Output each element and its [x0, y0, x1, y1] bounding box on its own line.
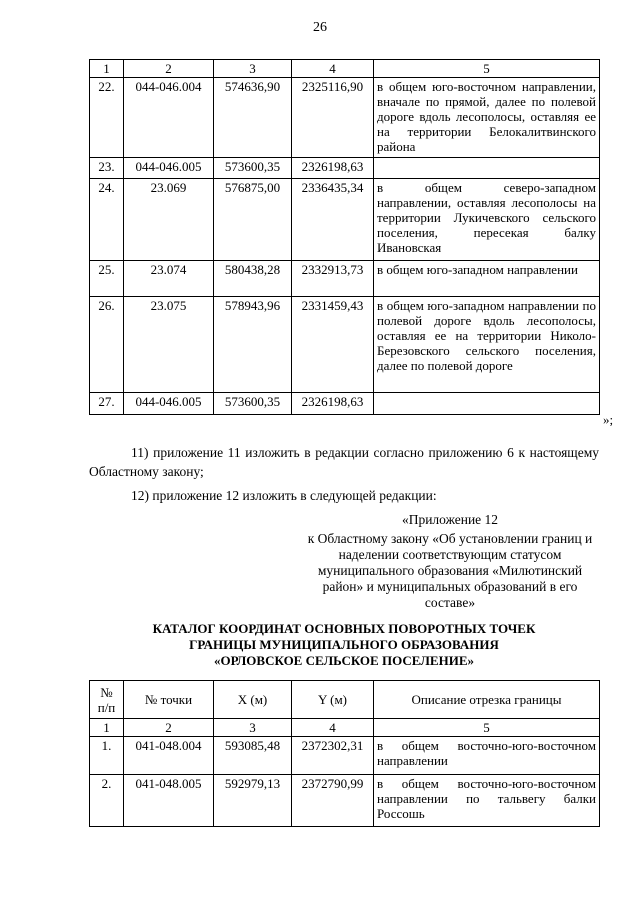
segment-description: в общем юго-западном направлении по полевой дороге вдоль лесополосы, оставляя ее на территории Николо-Березовского сельского поселения, далее по полевой дороге: [374, 297, 600, 393]
y-coordinate: 2331459,43: [292, 297, 374, 393]
row-number: 1.: [90, 737, 124, 775]
y-coordinate: 2326198,63: [292, 158, 374, 179]
table-header-row: [90, 60, 600, 78]
y-coordinate: 2325116,90: [292, 78, 374, 158]
point-id: 23.074: [124, 261, 214, 297]
segment-description: в общем юго-западном направлении: [374, 261, 600, 297]
y-coordinate: 2332913,73: [292, 261, 374, 297]
segment-description: в общем восточно-юго-восточном направлении: [374, 737, 600, 775]
point-id: 044-046.005: [124, 158, 214, 179]
paragraph-item-12: 12) приложение 12 изложить в следующей редакции:: [131, 488, 437, 503]
table-row: [90, 158, 600, 179]
y-coordinate: 2336435,34: [292, 179, 374, 261]
header-cell: 2: [124, 60, 214, 78]
coordinates-catalog-table: [89, 680, 600, 827]
column-number-row: [90, 719, 600, 737]
closing-quote: »;: [603, 412, 614, 427]
table-row: [90, 775, 600, 827]
catalog-title: [89, 621, 599, 669]
table-row: [90, 261, 600, 297]
row-number: 23.: [90, 158, 124, 179]
col-header-number-line: №: [100, 684, 113, 700]
x-coordinate: 580438,28: [214, 261, 292, 297]
x-coordinate: 578943,96: [214, 297, 292, 393]
catalog-title-line: «ОРЛОВСКОЕ СЕЛЬСКОЕ ПОСЕЛЕНИЕ»: [214, 653, 474, 668]
segment-description: в общем восточно-юго-восточном направлении по тальвегу балки Россошь: [374, 775, 600, 827]
col-header-description: Описание отрезка границы: [374, 681, 600, 719]
row-number: 2.: [90, 775, 124, 827]
column-number: 2: [124, 719, 214, 737]
header-cell: 1: [90, 60, 124, 78]
row-number: 24.: [90, 179, 124, 261]
point-id: 044-046.004: [124, 78, 214, 158]
segment-description: [374, 158, 600, 179]
table-row: [90, 78, 600, 158]
table-header-row: [90, 681, 600, 719]
segment-description: [374, 393, 600, 415]
col-header-point: № точки: [124, 681, 214, 719]
x-coordinate: 574636,90: [214, 78, 292, 158]
header-cell: 3: [214, 60, 292, 78]
x-coordinate: 573600,35: [214, 393, 292, 415]
column-number: 1: [90, 719, 124, 737]
y-coordinate: 2372302,31: [292, 737, 374, 775]
point-id: 044-046.005: [124, 393, 214, 415]
header-cell: 4: [292, 60, 374, 78]
col-header-number-line: п/п: [97, 699, 116, 715]
col-header-x: X (м): [214, 681, 292, 719]
catalog-title-line: ГРАНИЦЫ МУНИЦИПАЛЬНОГО ОБРАЗОВАНИЯ: [189, 637, 499, 652]
x-coordinate: 593085,48: [214, 737, 292, 775]
y-coordinate: 2372790,99: [292, 775, 374, 827]
table-row: [90, 297, 600, 393]
y-coordinate: 2326198,63: [292, 393, 374, 415]
appendix-reference: к Областному закону «Об установлении границ и наделении соответствующим статусом муниципального образования «Милютинский район» и муниципальных образований в его составе»: [307, 531, 593, 610]
point-id: 041-048.004: [124, 737, 214, 775]
point-id: 041-048.005: [124, 775, 214, 827]
x-coordinate: 592979,13: [214, 775, 292, 827]
table-row: [90, 393, 600, 415]
column-number: 5: [374, 719, 600, 737]
appendix-label: «Приложение 12: [401, 512, 499, 527]
segment-description: в общем юго-восточном направлении, вначале по прямой, далее по полевой дороге вдоль лесополосы, оставляя ее на территории Белокалитвинского района: [374, 78, 600, 158]
paragraph-item-11: 11) приложение 11 изложить в редакции согласно приложению 6 к настоящему Областному закону;: [89, 445, 599, 479]
table-row: [90, 179, 600, 261]
coordinates-table-continued: [89, 59, 600, 415]
x-coordinate: 576875,00: [214, 179, 292, 261]
row-number: 26.: [90, 297, 124, 393]
column-number: 4: [292, 719, 374, 737]
col-header-y: Y (м): [292, 681, 374, 719]
row-number: 27.: [90, 393, 124, 415]
point-id: 23.075: [124, 297, 214, 393]
segment-description: в общем северо-западном направлении, оставляя лесополосы на территории Лукичевского сельского поселения, пересекая балку Ивановская: [374, 179, 600, 261]
row-number: 22.: [90, 78, 124, 158]
row-number: 25.: [90, 261, 124, 297]
catalog-title-line: КАТАЛОГ КООРДИНАТ ОСНОВНЫХ ПОВОРОТНЫХ ТОЧЕК: [152, 621, 536, 636]
column-number: 3: [214, 719, 292, 737]
x-coordinate: 573600,35: [214, 158, 292, 179]
page-number: 26: [313, 20, 327, 35]
header-cell: 5: [374, 60, 600, 78]
point-id: 23.069: [124, 179, 214, 261]
col-header-number: [90, 681, 124, 719]
table-row: [90, 737, 600, 775]
